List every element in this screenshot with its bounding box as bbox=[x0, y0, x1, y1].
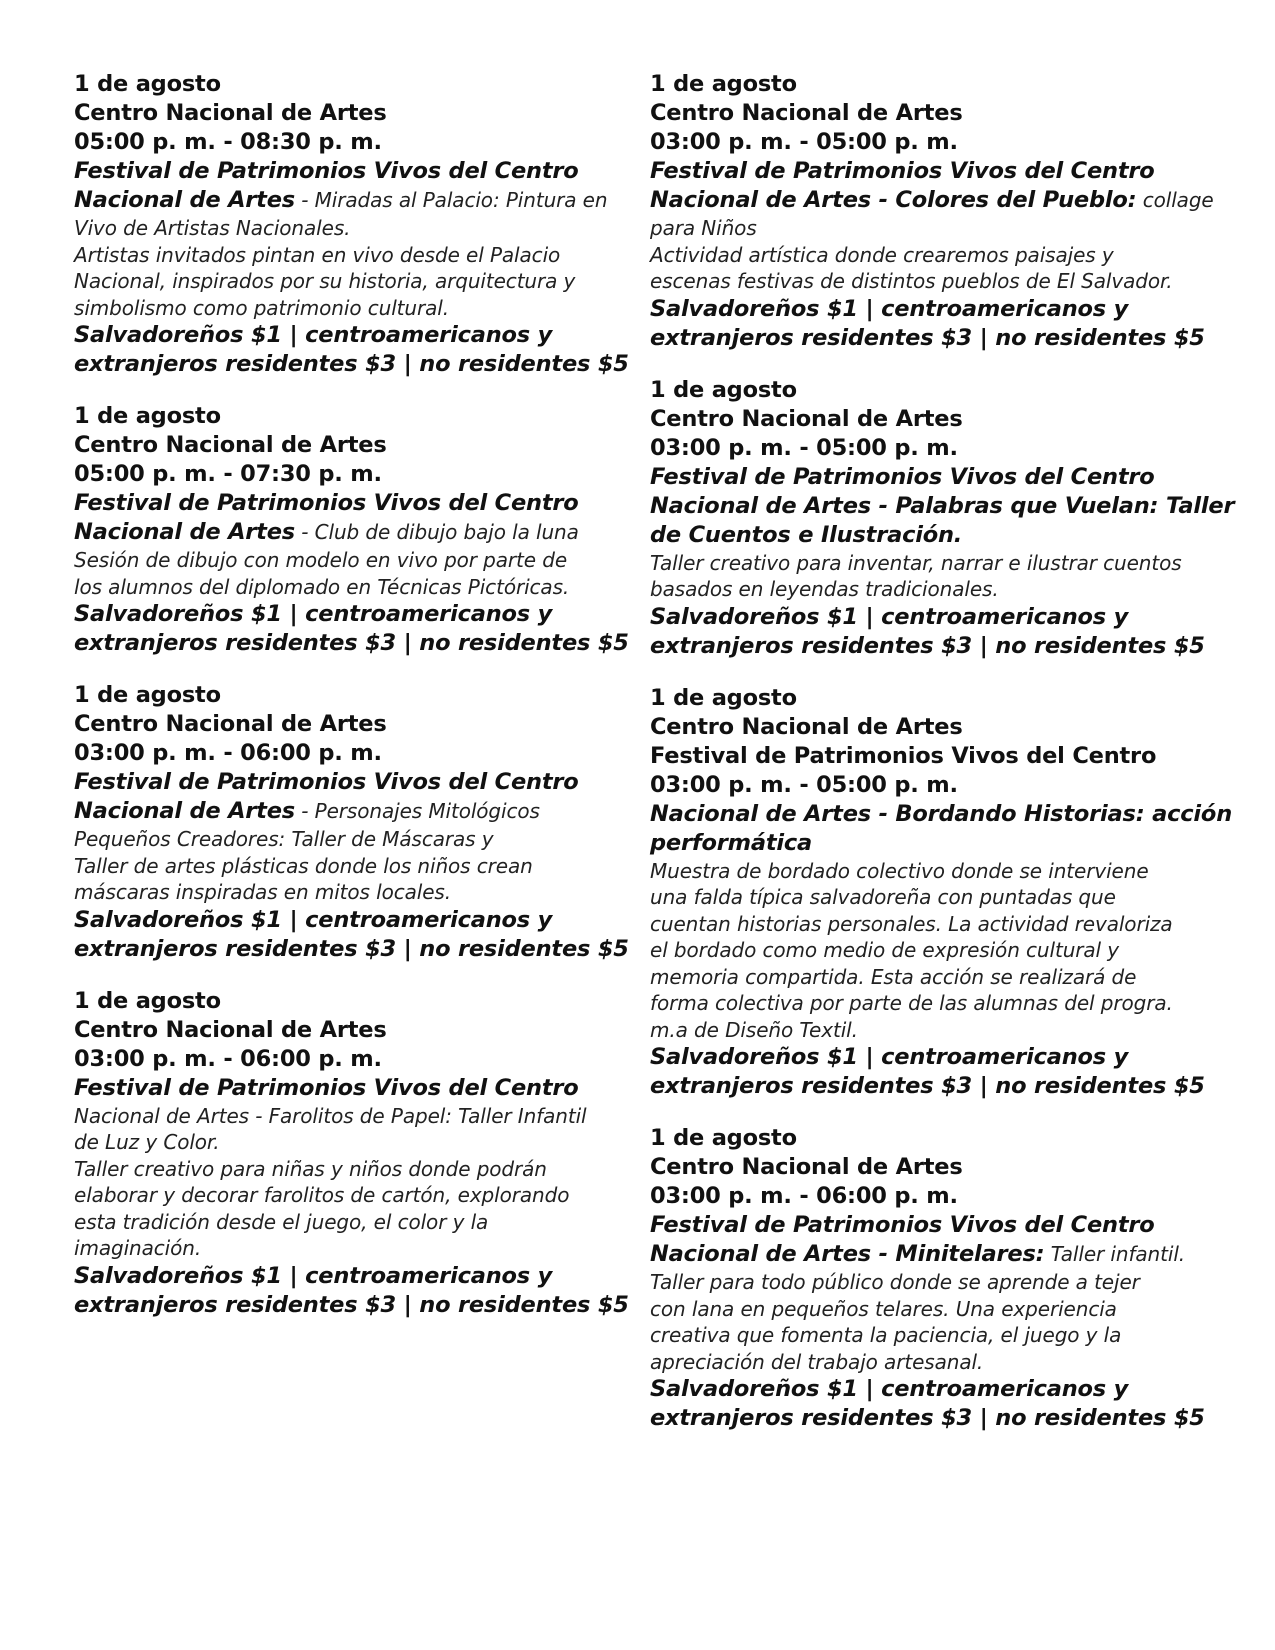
event-description-line: Pequeños Creadores: Taller de Máscaras y bbox=[74, 827, 494, 851]
event-description-line: escenas festivas de distintos pueblos de El Salvador. bbox=[650, 269, 1173, 293]
event-venue: Centro Nacional de Artes bbox=[650, 405, 963, 432]
event-date: 1 de agosto bbox=[650, 376, 797, 403]
event-date: 1 de agosto bbox=[650, 71, 797, 97]
left-column bbox=[74, 70, 629, 1343]
event-time: 03:00 p. m. - 06:00 p. m. bbox=[74, 740, 382, 766]
event-description-line: Taller creativo para inventar, narrar e ilustrar cuentos bbox=[650, 550, 1182, 575]
event-description-line: esta tradición desde el juego, el color y la bbox=[74, 1209, 489, 1234]
event-entry bbox=[74, 402, 629, 658]
event-title: Festival de Patrimonios Vivos del Centro bbox=[650, 1212, 1155, 1238]
event-time: 03:00 p. m. - 06:00 p. m. bbox=[650, 1183, 958, 1209]
event-description-line: simbolismo como patrimonio cultural. bbox=[74, 295, 449, 320]
event-title: performática bbox=[650, 829, 813, 856]
event-price: Salvadoreños $1 | centroamericanos y bbox=[650, 295, 1129, 322]
event-entry bbox=[650, 70, 1214, 353]
event-description-line: m.a de Diseño Textil. bbox=[650, 1017, 858, 1042]
event-title-line bbox=[74, 518, 614, 547]
event-price: Salvadoreños $1 | centroamericanos y bbox=[650, 1376, 1129, 1402]
event-description-line: Taller de artes plásticas donde los niños crean bbox=[74, 853, 533, 878]
event-date: 1 de agosto bbox=[74, 987, 221, 1014]
event-time: 03:00 p. m. - 06:00 p. m. bbox=[74, 1045, 382, 1072]
event-entry bbox=[74, 987, 629, 1320]
event-description-line: con lana en pequeños telares. Una experiencia bbox=[650, 1296, 1117, 1321]
event-description-line: Muestra de bordado colectivo donde se interviene bbox=[650, 858, 1149, 883]
event-title-rest: Taller infantil. bbox=[1044, 1242, 1186, 1266]
event-title-rest: collage bbox=[1136, 188, 1214, 212]
event-title-bold: Nacional de Artes bbox=[74, 798, 295, 824]
event-title-line bbox=[650, 186, 1214, 215]
event-festival-line: Festival de Patrimonios Vivos del Centro bbox=[650, 742, 1157, 769]
event-description-line: de Luz y Color. bbox=[74, 1130, 220, 1154]
event-description-line: basados en leyendas tradicionales. bbox=[650, 577, 999, 601]
right-column bbox=[650, 70, 1235, 1456]
event-venue: Centro Nacional de Artes bbox=[650, 713, 963, 740]
event-title-bold: Nacional de Artes - Minitelares: bbox=[650, 1241, 1045, 1267]
event-date: 1 de agosto bbox=[650, 684, 797, 711]
event-description-line: Actividad artística donde crearemos paisajes y bbox=[650, 242, 1114, 267]
event-description-line: memoria compartida. Esta acción se realizará de bbox=[650, 964, 1137, 989]
event-title-bold: Nacional de Artes - Colores del Pueblo: bbox=[650, 187, 1137, 213]
event-time: 03:00 p. m. - 05:00 p. m. bbox=[650, 434, 958, 461]
event-date: 1 de agosto bbox=[74, 403, 221, 429]
event-description-line: el bordado como medio de expresión cultural y bbox=[650, 938, 1119, 962]
event-title-bold: Nacional de Artes bbox=[74, 519, 295, 545]
event-title: Nacional de Artes - Bordando Historias: acción bbox=[650, 800, 1233, 827]
event-title: Festival de Patrimonios Vivos del Centro bbox=[650, 158, 1155, 184]
event-price: Salvadoreños $1 | centroamericanos y bbox=[74, 322, 553, 348]
event-description-line: imaginación. bbox=[74, 1236, 202, 1260]
event-description-line: forma colectiva por parte de las alumnas del progra. bbox=[650, 991, 1173, 1015]
event-title-line bbox=[74, 797, 614, 826]
event-price: extranjeros residentes $3 | no residentes $5 bbox=[74, 935, 629, 962]
event-entry bbox=[650, 684, 1233, 1102]
event-description-line: Taller creativo para niñas y niños donde podrán bbox=[74, 1156, 547, 1181]
event-title-bold: Nacional de Artes bbox=[74, 187, 295, 213]
event-time: 03:00 p. m. - 05:00 p. m. bbox=[650, 129, 958, 155]
event-venue: Centro Nacional de Artes bbox=[74, 1016, 387, 1043]
event-description-line: Vivo de Artistas Nacionales. bbox=[74, 216, 351, 240]
event-title: Festival de Patrimonios Vivos del Centro bbox=[650, 463, 1155, 490]
event-date: 1 de agosto bbox=[650, 1125, 797, 1151]
event-date: 1 de agosto bbox=[74, 682, 221, 708]
event-venue: Centro Nacional de Artes bbox=[74, 100, 387, 126]
event-price: extranjeros residentes $3 | no residentes $5 bbox=[650, 1073, 1205, 1099]
event-title-line bbox=[650, 1240, 1190, 1269]
event-price: extranjeros residentes $3 | no residentes $5 bbox=[74, 351, 629, 377]
event-price: extranjeros residentes $3 | no residentes $5 bbox=[650, 1405, 1205, 1431]
event-description-line: para Niños bbox=[650, 216, 757, 240]
event-description-line: Nacional, inspirados por su historia, arquitectura y bbox=[74, 269, 576, 293]
event-price: extranjeros residentes $3 | no residentes $5 bbox=[74, 1291, 629, 1318]
event-price: Salvadoreños $1 | centroamericanos y bbox=[74, 906, 553, 933]
event-time: 05:00 p. m. - 07:30 p. m. bbox=[74, 461, 382, 487]
event-venue: Centro Nacional de Artes bbox=[74, 432, 387, 458]
event-venue: Centro Nacional de Artes bbox=[74, 711, 387, 737]
event-description-line: creativa que fomenta la paciencia, el juego y la bbox=[650, 1323, 1122, 1347]
event-title: Festival de Patrimonios Vivos del Centro bbox=[74, 1074, 579, 1101]
event-venue: Centro Nacional de Artes bbox=[650, 100, 963, 126]
event-description-line: máscaras inspiradas en mitos locales. bbox=[74, 880, 451, 904]
event-price: Salvadoreños $1 | centroamericanos y bbox=[650, 1044, 1129, 1070]
event-price: extranjeros residentes $3 | no residentes $5 bbox=[650, 632, 1205, 659]
event-entry bbox=[74, 681, 629, 964]
event-title-rest: - Personajes Mitológicos bbox=[295, 799, 540, 823]
event-title-line bbox=[74, 186, 614, 215]
event-entry bbox=[74, 70, 629, 379]
event-description-line: elaborar y decorar farolitos de cartón, explorando bbox=[74, 1183, 570, 1207]
event-time: 05:00 p. m. - 08:30 p. m. bbox=[74, 129, 382, 155]
event-price: Salvadoreños $1 | centroamericanos y bbox=[74, 601, 553, 627]
event-price: Salvadoreños $1 | centroamericanos y bbox=[650, 603, 1129, 630]
event-description-line: Artistas invitados pintan en vivo desde el Palacio bbox=[74, 242, 561, 267]
event-time: 03:00 p. m. - 05:00 p. m. bbox=[650, 771, 958, 798]
event-description-line: una falda típica salvadoreña con puntadas que bbox=[650, 885, 1116, 909]
event-title: Festival de Patrimonios Vivos del Centro bbox=[74, 158, 579, 184]
event-title: Festival de Patrimonios Vivos del Centro bbox=[74, 769, 579, 795]
event-title-rest: - Club de dibujo bajo la luna bbox=[295, 520, 579, 544]
event-price: extranjeros residentes $3 | no residentes $5 bbox=[74, 630, 629, 656]
event-date: 1 de agosto bbox=[74, 71, 221, 97]
event-description-line: Nacional de Artes - Farolitos de Papel: Taller Infantil bbox=[74, 1103, 587, 1128]
event-description-line: cuentan historias personales. La actividad revaloriza bbox=[650, 911, 1173, 936]
event-description-line: Sesión de dibujo con modelo en vivo por parte de bbox=[74, 548, 568, 572]
event-price: extranjeros residentes $3 | no residentes $5 bbox=[650, 324, 1205, 351]
event-description-line: los alumnos del diplomado en Técnicas Pictóricas. bbox=[74, 574, 570, 599]
event-title: Festival de Patrimonios Vivos del Centro bbox=[74, 490, 579, 516]
event-title-rest: - Miradas al Palacio: Pintura en bbox=[295, 188, 608, 212]
event-description-line: apreciación del trabajo artesanal. bbox=[650, 1349, 984, 1374]
event-entry bbox=[650, 376, 1235, 661]
event-title: de Cuentos e Ilustración. bbox=[650, 521, 963, 548]
event-title: Nacional de Artes - Palabras que Vuelan: Taller bbox=[650, 492, 1235, 519]
event-venue: Centro Nacional de Artes bbox=[650, 1154, 963, 1180]
event-description-line: Taller para todo público donde se aprende a tejer bbox=[650, 1270, 1140, 1294]
event-price: Salvadoreños $1 | centroamericanos y bbox=[74, 1262, 553, 1289]
event-entry bbox=[650, 1124, 1205, 1433]
